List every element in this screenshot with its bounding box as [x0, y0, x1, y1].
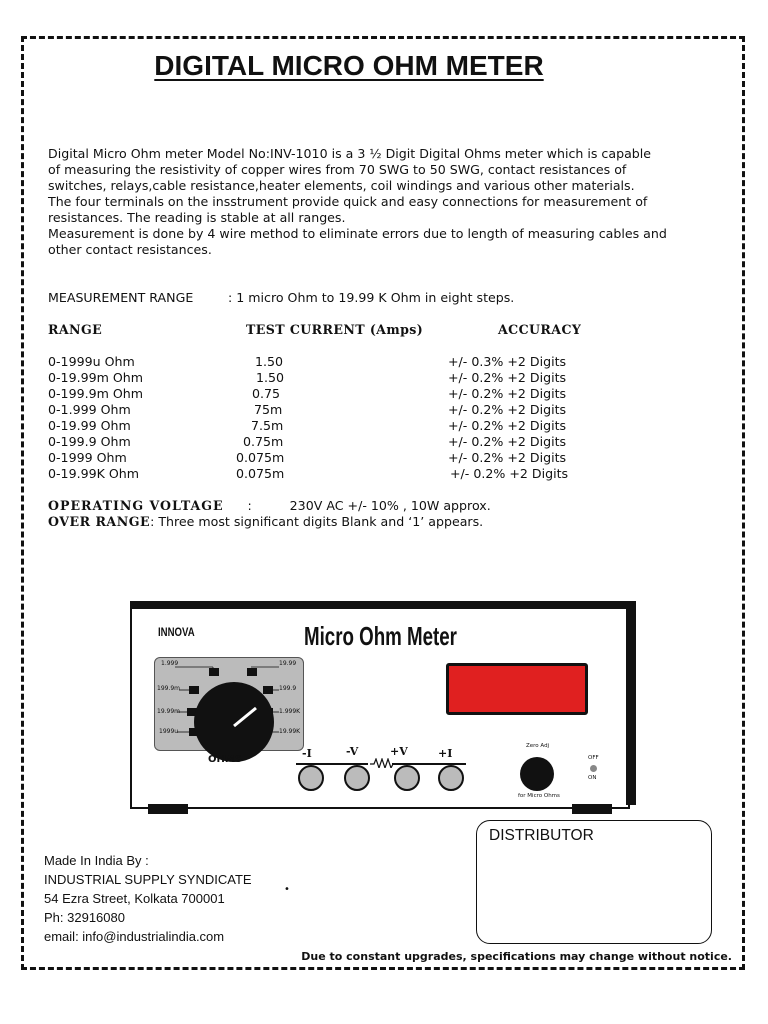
device-top-edge: [130, 601, 630, 609]
ohms-label: OHMS: [208, 754, 243, 765]
table-row: [48, 370, 608, 386]
range-label: 1.999: [161, 660, 179, 667]
device-foot-right: [572, 804, 612, 814]
made-in-line: 54 Ezra Street, Kolkata 700001: [44, 891, 225, 906]
operating-voltage-sep: :: [247, 498, 252, 513]
manufacturer-info: [44, 851, 252, 946]
off-label: OFF: [588, 755, 599, 761]
distributor-label: DISTRIBUTOR: [489, 827, 594, 844]
header-test-current: TEST CURRENT (Amps): [246, 322, 424, 337]
table-row: [48, 450, 608, 466]
range-label: 19.99K: [279, 728, 301, 735]
terminal-label: +I: [438, 747, 453, 760]
current-cell: 1.50: [256, 370, 285, 385]
range-selector-knob: [194, 682, 274, 762]
made-in-line: INDUSTRIAL SUPPLY SYNDICATE: [44, 872, 252, 887]
over-range-label: OVER RANGE: [48, 514, 151, 529]
table-row: [48, 418, 608, 434]
current-cell: 0.75: [252, 386, 281, 401]
description-line: The four terminals on the insstrument provide quick and easy connections for measurement of: [48, 194, 648, 209]
notice-text: Due to constant upgrades, specifications may change without notice.: [301, 950, 732, 963]
range-label: 1999u: [159, 728, 179, 735]
page-title: DIGITAL MICRO OHM METER: [154, 50, 544, 81]
table-row: [48, 354, 608, 370]
range-label: 1.999K: [279, 708, 301, 715]
range-cell: 0-19.99K Ohm: [48, 466, 140, 481]
accuracy-cell: +/- 0.3% +2 Digits: [448, 354, 567, 369]
accuracy-cell: +/- 0.2% +2 Digits: [448, 418, 567, 433]
knob-pointer: [194, 682, 274, 762]
terminal-label: -I: [302, 747, 312, 760]
table-row: [48, 386, 608, 402]
description-line: switches, relays,cable resistance,heater elements, coil windings and various other materials.: [48, 178, 635, 193]
made-in-line: Ph: 32916080: [44, 910, 125, 925]
range-cell: 0-1.999 Ohm: [48, 402, 131, 417]
description-line: resistances. The reading is stable at all ranges.: [48, 210, 346, 225]
operating-info: [48, 498, 491, 530]
accuracy-cell: +/- 0.2% +2 Digits: [448, 434, 567, 449]
accuracy-cell: +/- 0.2% +2 Digits: [448, 450, 567, 465]
current-cell: 75m: [254, 402, 283, 417]
spec-table: [48, 354, 608, 482]
power-indicator-icon: [590, 765, 597, 772]
operating-voltage-value: 230V AC +/- 10% , 10W approx.: [289, 498, 491, 513]
table-row: [48, 466, 608, 482]
on-label: ON: [588, 775, 597, 781]
meter-device-illustration: [130, 605, 630, 809]
lcd-display: [446, 663, 588, 715]
current-cell: 0.75m: [243, 434, 284, 449]
accuracy-cell: +/- 0.2% +2 Digits: [448, 370, 567, 385]
range-cell: 0-199.9 Ohm: [48, 434, 131, 449]
range-label: 19.99m: [157, 708, 181, 715]
table-row: [48, 434, 608, 450]
terminal-minus-i: [298, 765, 324, 791]
current-cell: 7.5m: [251, 418, 284, 433]
measurement-range: [48, 290, 514, 305]
stray-dot: •: [284, 884, 290, 895]
range-cell: 0-19.99 Ohm: [48, 418, 131, 433]
accuracy-cell: +/- 0.2% +2 Digits: [448, 386, 567, 401]
for-micro-ohms-label: for Micro Ohms: [518, 793, 560, 799]
header-range: RANGE: [48, 322, 103, 337]
range-label: 199.9: [279, 685, 297, 692]
description: [48, 146, 728, 258]
current-cell: 0.075m: [236, 466, 285, 481]
over-range: [48, 514, 491, 530]
current-cell: 1.50: [255, 354, 284, 369]
device-title: Micro Ohm Meter: [304, 621, 457, 651]
resistor-icon: [370, 758, 400, 768]
device-right-edge: [626, 601, 636, 805]
header-accuracy: ACCURACY: [498, 322, 582, 337]
over-range-value: : Three most significant digits Blank and ‘1’ appears.: [150, 514, 484, 529]
zero-adj-knob: [520, 757, 554, 791]
measurement-range-value: : 1 micro Ohm to 19.99 K Ohm in eight steps.: [228, 290, 515, 305]
made-in-line: email: info@industrialindia.com: [44, 929, 225, 944]
terminal-label: +V: [390, 745, 408, 758]
measurement-range-label: MEASUREMENT RANGE: [48, 290, 194, 305]
current-cell: 0.075m: [236, 450, 285, 465]
description-line: of measuring the resistivity of copper wires from 70 SWG to 50 SWG, contact resistances of: [48, 162, 627, 177]
range-cell: 0-1999 Ohm: [48, 450, 127, 465]
description-line: other contact resistances.: [48, 242, 212, 257]
terminal-minus-v: [344, 765, 370, 791]
device-foot-left: [148, 804, 188, 814]
made-in-line: Made In India By :: [44, 853, 149, 868]
terminal-plus-i: [438, 765, 464, 791]
description-line: Digital Micro Ohm meter Model No:INV-1010 is a 3 ½ Digit Digital Ohms meter which is capable: [48, 146, 652, 161]
terminal-plus-v: [394, 765, 420, 791]
table-row: [48, 402, 608, 418]
range-cell: 0-1999u Ohm: [48, 354, 135, 369]
terminal-label: -V: [346, 745, 359, 758]
range-cell: 0-199.9m Ohm: [48, 386, 144, 401]
operating-voltage: [48, 498, 491, 514]
zero-adj-label: Zero Adj: [526, 743, 550, 749]
operating-voltage-label: OPERATING VOLTAGE: [48, 498, 224, 513]
description-line: Measurement is done by 4 wire method to eliminate errors due to length of measuring cables and: [48, 226, 667, 241]
range-label: 199.9m: [157, 685, 181, 692]
accuracy-cell: +/- 0.2% +2 Digits: [448, 402, 567, 417]
distributor-box: [476, 820, 712, 944]
range-cell: 0-19.99m Ohm: [48, 370, 144, 385]
range-label: 19.99: [279, 660, 297, 667]
device-brand: INNOVA: [158, 625, 195, 639]
accuracy-cell: +/- 0.2% +2 Digits: [450, 466, 569, 481]
